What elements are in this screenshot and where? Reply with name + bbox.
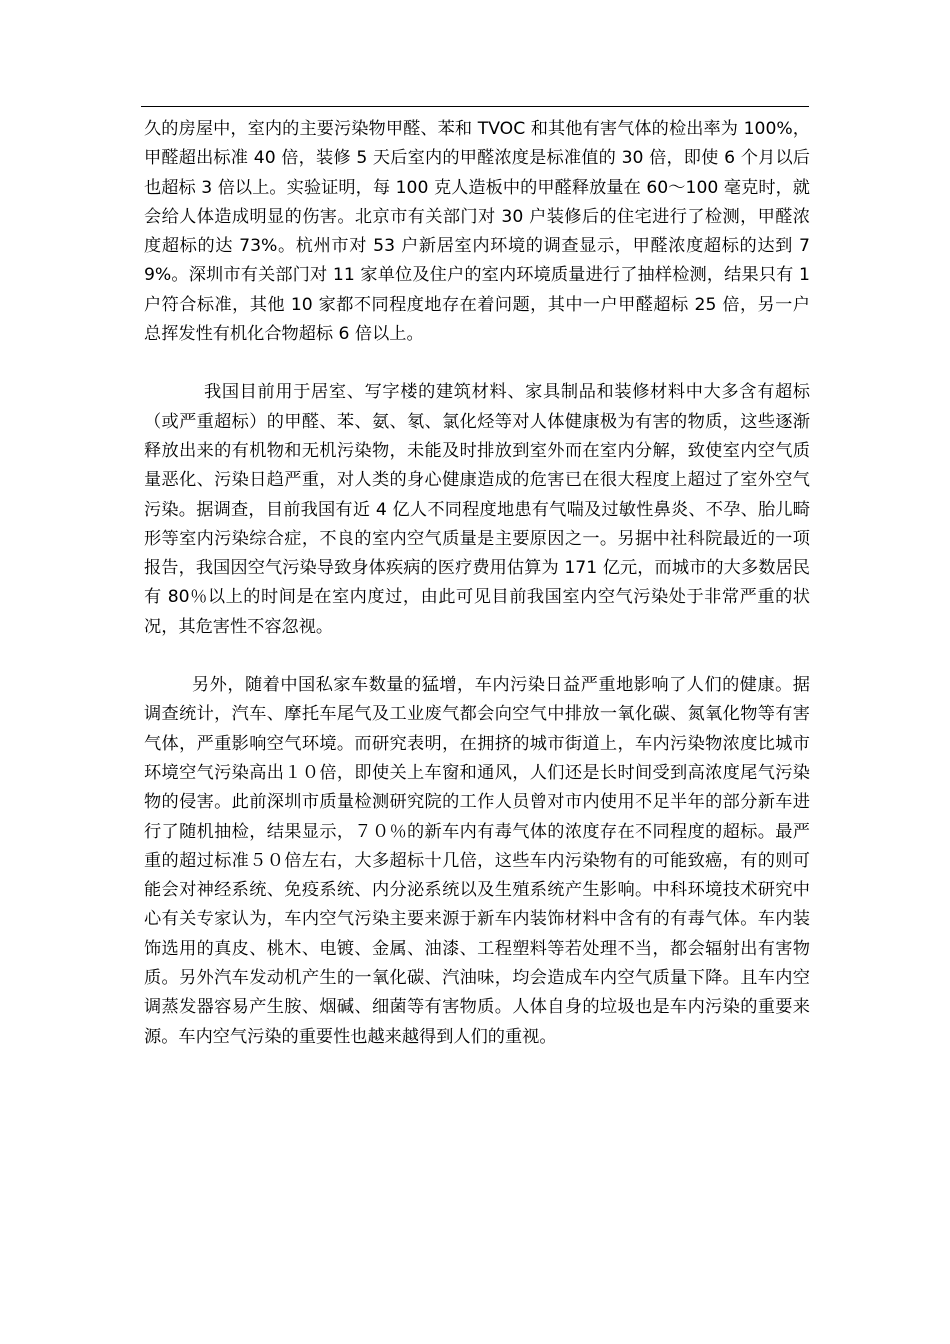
paragraph-vehicle-pollution: 另外，随着中国私家车数量的猛增，车内污染日益严重地影响了人们的健康。据调查统计，汽车、摩托车尾气及工业废气都会向空气中排放一氧化碳、氮氧化物等有害气体，严重影响空气环境。而研究表明，在拥挤的城市街道上，车内污染物浓度比城市环境空气污染高出１０倍，即使关上车窗和通风，人们还是长时间受到高浓度尾气污染物的侵害。此前深圳市质量检测研究院的工作人员曾对市内使用不足半年的部分新车进行了随机抽检，结果显示，７０％的新车内有毒气体的浓度存在不同程度的超标。最严重的超过标准５０倍左右，大多超标十几倍，这些车内污染物有的可能致癌，有的则可能会对神经系统、免疫系统、内分泌系统以及生殖系统产生影响。中科环境技术研究中心有关专家认为，车内空气污染主要来源于新车内装饰材料中含有的有毒气体。车内装饰选用的真皮、桃木、电镀、金属、油漆、工程塑料等若处理不当，都会辐射出有害物质。另外汽车发动机产生的一氧化碳、汽油味，均会造成车内空气质量下降。且车内空调蒸发器容易产生胺、烟碱、细菌等有害物质。人体自身的垃圾也是车内污染的重要来源。车内空气污染的重要性也越来越得到人们的重视。 <box>144 675 810 1047</box>
document-body <box>144 115 810 1052</box>
paragraph-indoor-pollution-data: 久的房屋中，室内的主要污染物甲醛、苯和 TVOC 和其他有害气体的检出率为 100%，甲醛超出标准 40 倍，装修 5 天后室内的甲醛浓度是标准值的 30 倍，即使 6 个月以后也超标 3 倍以上。实验证明，每 100 克人造板中的甲醛释放量在 60～100 毫克时，就会给人体造成明显的伤害。北京市有关部门对 30 户装修后的住宅进行了检测，甲醛浓度超标的达 73%。杭州市对 53 户新居室内环境的调查显示，甲醛浓度超标的达到 79%。深圳市有关部门对 11 家单位及住户的室内环境质量进行了抽样检测，结果只有 1 户符合标准，其他 10 家都不同程度地存在着问题，其中一户甲醛超标 25 倍，另一户总挥发性有机化合物超标 6 倍以上。 <box>144 119 810 345</box>
header-rule <box>141 106 809 107</box>
paragraph-building-materials: 我国目前用于居室、写字楼的建筑材料、家具制品和装修材料中大多含有超标（或严重超标）的甲醛、苯、氨、氡、氯化烃等对人体健康极为有害的物质，这些逐渐释放出来的有机物和无机污染物，未能及时排放到室外而在室内分解，致使室内空气质量恶化、污染日趋严重，对人类的身心健康造成的危害已在很大程度上超过了室外空气污染。据调查，目前我国有近 4 亿人不同程度地患有气喘及过敏性鼻炎、不孕、胎儿畸形等室内污染综合症，不良的室内空气质量是主要原因之一。另据中社科院最近的一项报告，我国因空气污染导致身体疾病的医疗费用估算为 171 亿元，而城市的大多数居民有 80％以上的时间是在室内度过，由此可见目前我国室内空气污染处于非常严重的状况，其危害性不容忽视。 <box>144 382 810 637</box>
